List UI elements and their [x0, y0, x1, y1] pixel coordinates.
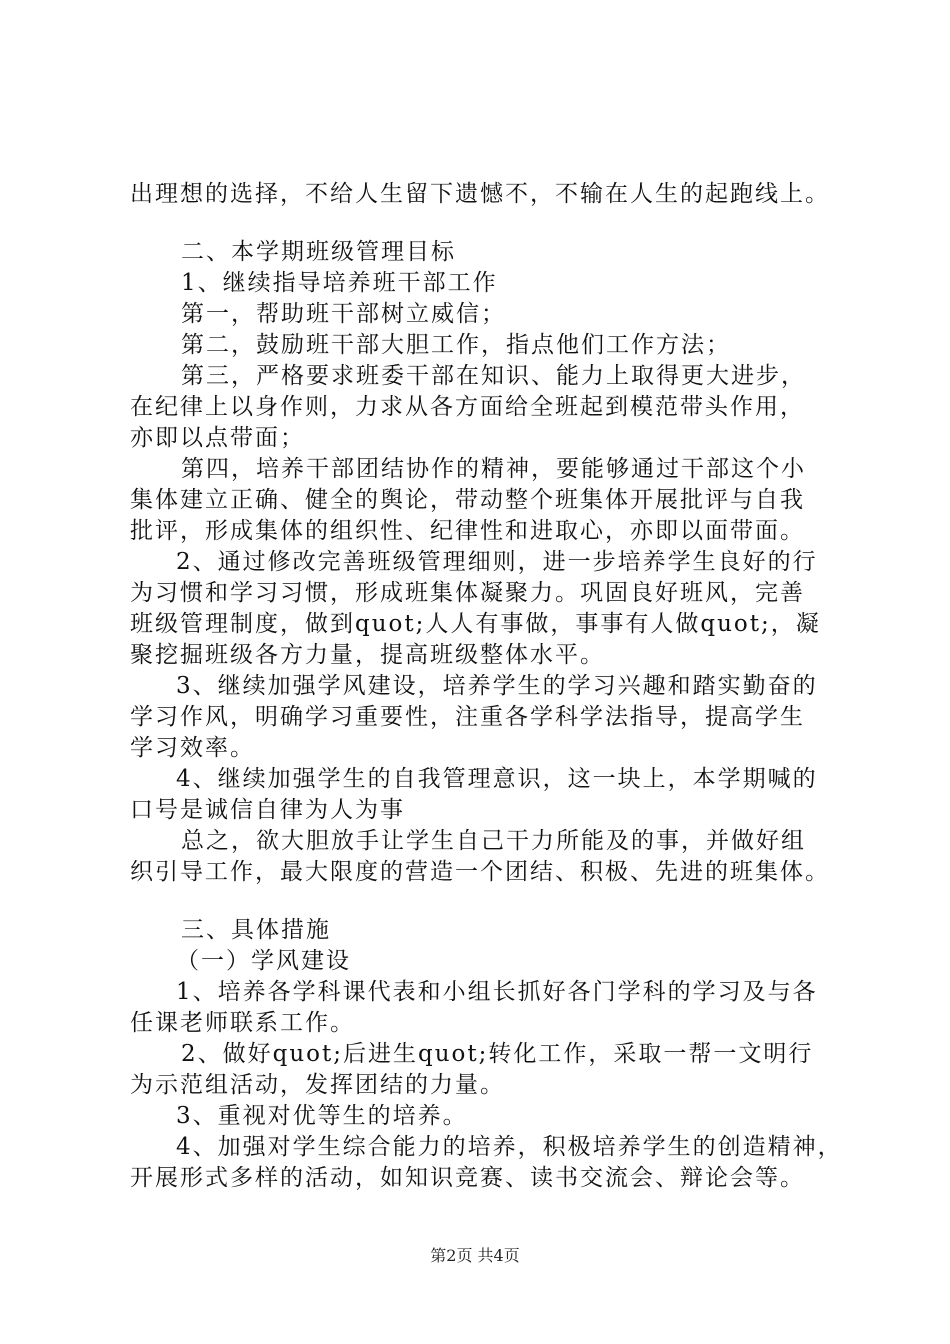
text-line: 集体建立正确、健全的舆论，带动整个班集体开展批评与自我: [130, 487, 805, 513]
text-line: 第四，培养干部团结协作的精神，要能够通过干部这个小: [181, 456, 806, 482]
text-line: 织引导工作，最大限度的营造一个团结、积极、先进的班集体。: [130, 859, 830, 885]
section-heading: 二、本学期班级管理目标: [181, 239, 456, 265]
text-line: 3、重视对优等生的培养。: [176, 1103, 468, 1129]
text-line: 在纪律上以身作则，力求从各方面给全班起到模范带头作用，: [130, 394, 805, 420]
subsection-heading: 1、继续指导培养班干部工作: [181, 270, 498, 296]
text-line: 任课老师联系工作。: [130, 1010, 355, 1036]
text-line: 1、培养各学科课代表和小组长抓好各门学科的学习及与各: [176, 979, 818, 1005]
text-line: 口号是诚信自律为人为事: [130, 797, 405, 823]
text-line: 4、继续加强学生的自我管理意识，这一块上，本学期喊的: [176, 766, 818, 792]
text-line: 为习惯和学习习惯，形成班集体凝聚力。巩固良好班风，完善: [130, 580, 805, 606]
text-line: 2、做好quot;后进生quot;转化工作，采取一帮一文明行: [181, 1041, 814, 1067]
section-heading: 三、具体措施: [181, 917, 331, 943]
text-line: 3、继续加强学风建设，培养学生的学习兴趣和踏实勤奋的: [176, 673, 818, 699]
text-line: 为示范组活动，发挥团结的力量。: [130, 1072, 505, 1098]
text-line: 第三，严格要求班委干部在知识、能力上取得更大进步，: [181, 363, 806, 389]
text-line: 4、加强对学生综合能力的培养，积极培养学生的创造精神，: [176, 1134, 843, 1160]
subsection-heading: （一）学风建设: [176, 948, 351, 974]
text-line: 聚挖掘班级各方力量，提高班级整体水平。: [130, 642, 605, 668]
page-number: 第2页 共4页: [430, 1246, 520, 1265]
text-line: 第二，鼓励班干部大胆工作，指点他们工作方法；: [181, 332, 731, 358]
text-line: 总之，欲大胆放手让学生自己干力所能及的事，并做好组: [181, 828, 806, 854]
text-line: 第一，帮助班干部树立威信；: [181, 301, 506, 327]
text-line: 学习作风，明确学习重要性，注重各学科学法指导，提高学生: [130, 704, 805, 730]
text-line: 批评，形成集体的组织性、纪律性和进取心，亦即以面带面。: [130, 518, 805, 544]
text-line: 出理想的选择，不给人生留下遗憾不，不输在人生的起跑线上。: [130, 181, 830, 207]
text-line: 班级管理制度，做到quot;人人有事做，事事有人做quot;，凝: [130, 611, 821, 637]
text-line: 亦即以点带面；: [130, 425, 305, 451]
text-line: 开展形式多样的活动，如知识竞赛、读书交流会、辩论会等。: [130, 1165, 805, 1191]
text-line: 学习效率。: [130, 735, 255, 761]
text-line: 2、通过修改完善班级管理细则，进一步培养学生良好的行: [176, 549, 818, 575]
